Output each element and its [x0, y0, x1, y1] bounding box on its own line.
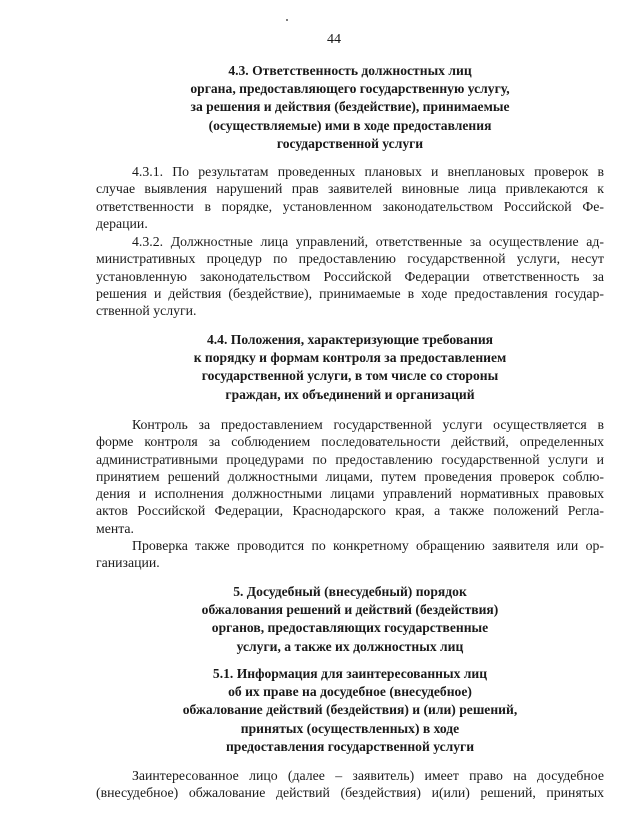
paragraph-4-4-1 — [96, 416, 604, 537]
text-line: административными процедурами по предоставлению государственной услуги и — [96, 451, 604, 467]
heading-line: органов, предоставляющих государственные — [211, 620, 489, 636]
text-line: министративных процедур по предоставлению государственной услуги, несут — [96, 251, 604, 267]
heading-line: граждан, их объединений и организаций — [225, 386, 475, 402]
text-line: решения и действия (бездействие), принимаемые в ходе предоставления государ- — [96, 285, 604, 301]
text-line: форме контроля за соблюдением последовательности действий, определенных — [96, 434, 604, 450]
heading-line: органа, предоставляющего государственную услугу, — [190, 81, 510, 97]
text-line: установленную законодательством Российской Федерации ответственность за — [96, 268, 604, 284]
scan-speck — [286, 19, 288, 21]
heading-line: 4.4. Положения, характеризующие требования — [206, 332, 494, 347]
text-line: дения и исполнения должностными лицами управлений нормативных правовых — [96, 486, 604, 502]
section-4-4-heading — [100, 331, 600, 404]
text-line: случае выявления нарушений прав заявителей виновные лица привлекаются к — [96, 181, 604, 197]
text-line: актов Российской Федерации, Краснодарского края, а также положений Регла- — [96, 503, 604, 519]
heading-line: об их праве на досудебное (внесудебное) — [228, 684, 472, 700]
heading-line: государственной услуги — [276, 135, 424, 151]
heading-line: принятых (осуществленных) в ходе — [240, 720, 460, 736]
heading-line: за решения и действия (бездействие), принимаемые — [190, 99, 510, 115]
text-line: мента. — [96, 520, 135, 536]
heading-line: услуги, а также их должностных лиц — [236, 638, 464, 654]
paragraph-4-4-2 — [96, 537, 604, 572]
section-4-3-heading — [100, 62, 600, 153]
heading-line: 4.3. Ответственность должностных лиц — [228, 63, 472, 78]
paragraph-4-3-2 — [96, 233, 604, 319]
text-line: ганизации. — [96, 555, 160, 571]
text-line: Заинтересованное лицо (далее – заявитель) имеет право на досудебное — [132, 768, 604, 783]
text-line: 4.3.1. По результатам проведенных плановых и внеплановых проверок в — [132, 164, 604, 179]
text-line: (внесудебное) обжалование действий (бездействия) и(или) решений, принятых — [96, 785, 604, 801]
page-number: 44 — [327, 32, 341, 47]
text-line: ственной услуги. — [96, 303, 197, 319]
heading-line: 5. Досудебный (внесудебный) порядок — [233, 584, 467, 599]
heading-line: государственной услуги, в том числе со стороны — [201, 368, 499, 384]
heading-line: обжалования решений и действий (бездействия) — [201, 602, 499, 618]
heading-line: (осуществляемые) ими в ходе предоставления — [208, 117, 492, 133]
text-line: ответственности в порядке, установленном законодательством Российской Фе- — [96, 198, 604, 214]
text-line: дерации. — [96, 215, 148, 231]
section-5-1-heading — [100, 665, 600, 756]
text-line: принятием решений должностными лицами, путем проведения проверок соблю- — [96, 468, 604, 484]
heading-line: обжалование действий (бездействия) и (или) решений, — [182, 702, 518, 718]
text-line: Проверка также проводится по конкретному обращению заявителя или ор- — [132, 538, 604, 553]
heading-line: 5.1. Информация для заинтересованных лиц — [212, 666, 488, 681]
paragraph-4-3-1 — [96, 163, 604, 232]
text-line: Контроль за предоставлением государственной услуги осуществляется в — [132, 417, 604, 432]
heading-line: к порядку и формам контроля за предоставлением — [193, 350, 507, 366]
paragraph-5-1-1 — [96, 767, 604, 802]
heading-line: предоставления государственной услуги — [225, 738, 475, 754]
section-5-heading — [100, 583, 600, 656]
text-line: 4.3.2. Должностные лица управлений, ответственные за осуществление ад- — [132, 234, 604, 249]
